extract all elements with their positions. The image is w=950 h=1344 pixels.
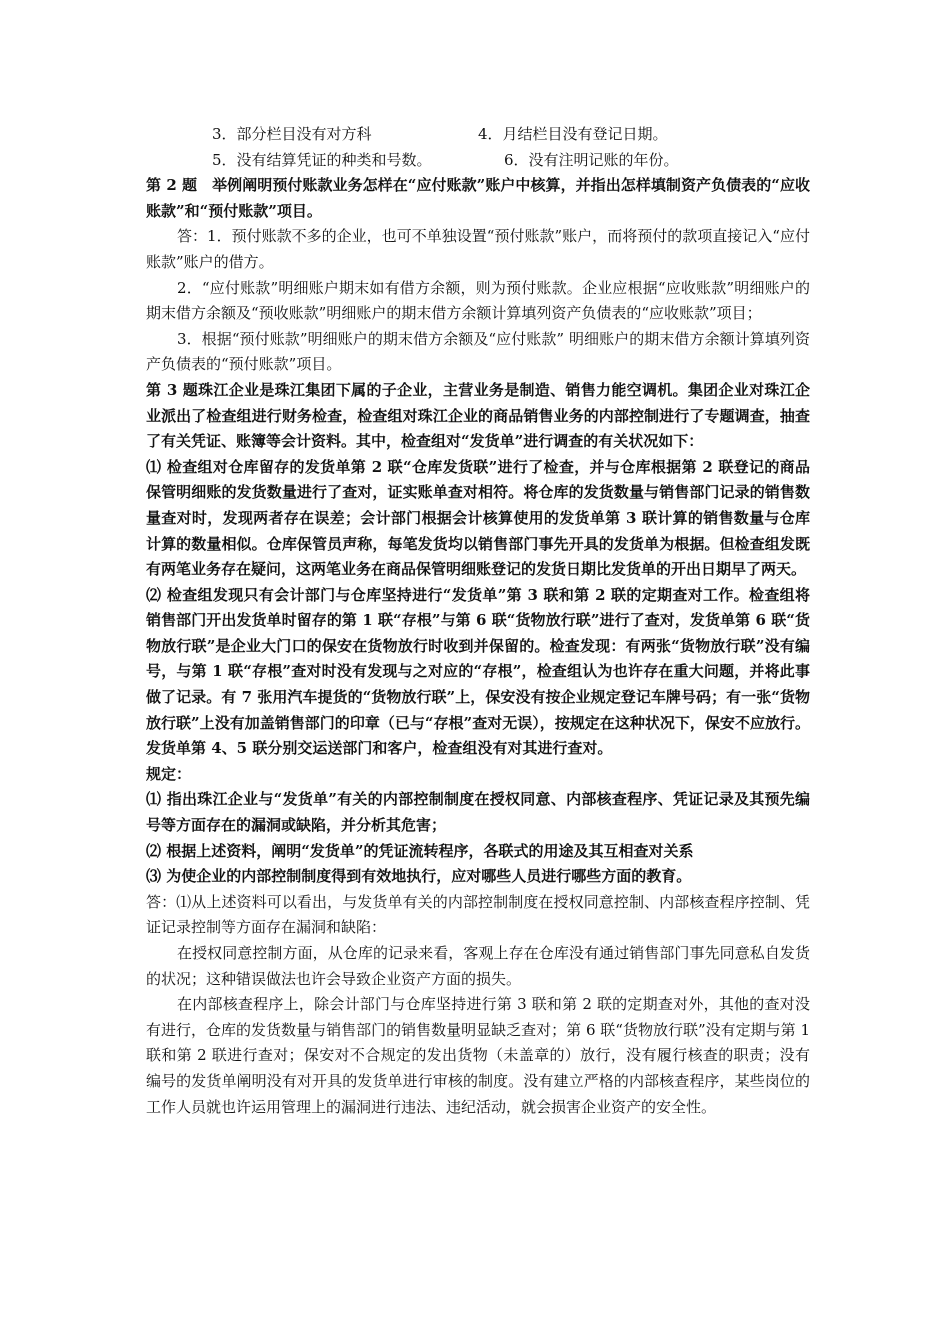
question-3-answer-paragraph-1: 在授权同意控制方面，从仓库的记录来看，客观上存在仓库没有通过销售部门事先同意私自发货的状况；这种错误做法也许会导致企业资产方面的损失。: [146, 944, 810, 988]
question-3-answer-paragraph-2: 在内部核查程序上，除会计部门与仓库坚持进行第 3 联和第 2 联的定期查对外，其他的查对没有进行，仓库的发货数量与销售部门的销售数量明显缺乏查对；第 6 联“货物放行联”没有定期与第 1 联和第 2 联进行查对；保安对不合规定的发出货物（未盖章的）放行，没有履行核查的职责；没有编号的发货单阐明没有对开具的发货单进行审核的制度。没有建立严格的内部核查程序，某些岗位的工作人员就也许运用管理上的漏洞进行违法、违纪活动，就会损害企业资产的安全性。: [146, 995, 810, 1116]
question-3-requirement-1: ⑴ 指出珠江企业与“发货单”有关的内部控制制度在授权同意、内部核查程序、凭证记录及其预先编号等方面存在的漏洞或缺陷，并分析其危害；: [146, 790, 810, 835]
question-2-title: 第 2 题 举例阐明预付账款业务怎样在“应付账款”账户中核算，并指出怎样填制资产负债表的“应收账款”和“预付账款”项目。: [146, 176, 810, 220]
question-3-finding-1: ⑴ 检查组对仓库留存的发货单第 2 联“仓库发货联”进行了检查，并与仓库根据第 2 联登记的商品保管明细账的发货数量进行了查对，证实账单查对相符。将仓库的发货数量与销售部门记录的销售数量查对时，发现两者存在误差；会计部门根据会计核算使用的发货单第 3 联计算的销售数量与仓库计算的数量相似。仓库保管员声称，每笔发货均以销售部门事先开具的发货单为根据。但检查组发既有两笔业务存在疑问，这两笔业务在商品保管明细账登记的发货日期比发货单的开出日期早了两天。: [146, 457, 810, 579]
item-row-5-6: [146, 148, 810, 174]
question-3-intro: 第 3 题珠江企业是珠江集团下属的子企业，主营业务是制造、销售力能空调机。集团企业对珠江企业派出了检查组进行财务检查，检查组对珠江企业的商品销售业务的内部控制进行了专题调查，抽查了有关凭证、账簿等会计资料。其中，检查组对“发货单”进行调查的有关状况如下：: [146, 380, 810, 451]
item-5: 5．没有结算凭证的种类和号数。: [212, 150, 432, 169]
document-page: [146, 122, 810, 1120]
question-2-answer-1: 答：1．预付账款不多的企业，也可不单独设置“预付账款”账户，而将预付的款项直接记入“应付账款”账户的借方。: [146, 227, 810, 271]
item-3: 3．部分栏目没有对方科: [212, 125, 372, 143]
item-4: 4．月结栏目没有登记日期。: [478, 125, 668, 143]
question-3-requirement-2: ⑵ 根据上述资料，阐明“发货单”的凭证流转程序，各联式的用途及其互相查对关系: [146, 841, 694, 860]
question-3-requirement-3: ⑶ 为使企业的内部控制制度得到有效地执行，应对哪些人员进行哪些方面的教育。: [146, 867, 692, 886]
item-6: 6．没有注明记账的年份。: [504, 150, 679, 169]
question-2-answer-3: 3．根据“预付账款”明细账户的期末借方余额及“应付账款” 明细账户的期末借方余额计算填列资产负债表的“预付账款”项目。: [146, 329, 810, 374]
question-3-answer-intro: 答：⑴从上述资料可以看出，与发货单有关的内部控制制度在授权同意控制、内部核查程序控制、凭证记录控制等方面存在漏洞和缺陷：: [146, 892, 810, 937]
question-2-answer-2: 2．“应付账款”明细账户期末如有借方余额，则为预付账款。企业应根据“应收账款”明细账户的期末借方余额及“预收账款”明细账户的期末借方余额计算填列资产负债表的“应收账款”项目；: [146, 278, 810, 323]
question-3-requirements-label: 规定：: [146, 764, 192, 783]
item-row-3-4: [146, 122, 810, 148]
question-3-finding-2: ⑵ 检查组发现只有会计部门与仓库坚持进行“发货单”第 3 联和第 2 联的定期查对工作。检查组将销售部门开出发货单时留存的第 1 联“存根”与第 6 联“货物放行联”进行了查对，发货单第 6 联“货物放行联”是企业大门口的保安在货物放行时收到并保留的。检查发现：有两张“货物放行联”没有编号，与第 1 联“存根”查对时没有发现与之对应的“存根”，检查组认为也许存在重大问题，并将此事做了记录。有 7 张用汽车提货的“货物放行联”上，保安没有按企业规定登记车牌号码；有一张“货物放行联”上没有加盖销售部门的印章（已与“存根”查对无误），按规定在这种状况下，保安不应放行。发货单第 4、5 联分别交运送部门和客户，检查组没有对其进行查对。: [146, 585, 810, 758]
